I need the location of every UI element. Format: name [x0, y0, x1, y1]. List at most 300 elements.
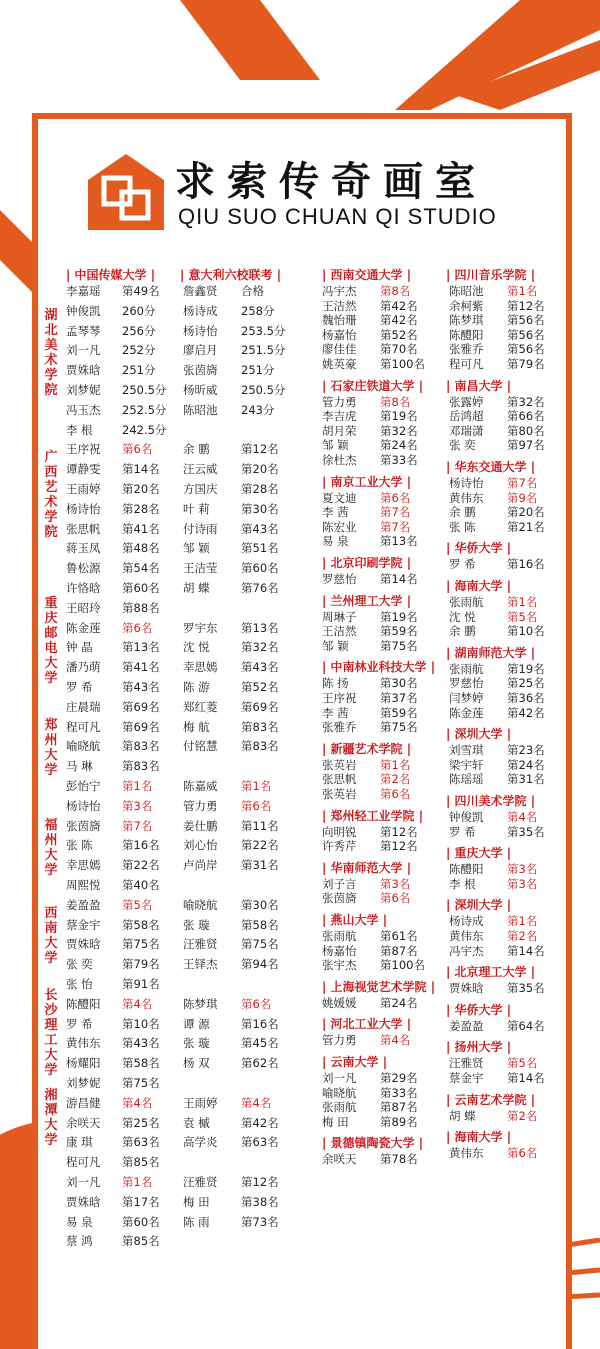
school-heading: | 北京理工大学 | [446, 965, 536, 980]
student-result: 第12名 [241, 442, 279, 457]
student-result: 第62名 [241, 1056, 279, 1071]
student-name: 马 琳 [66, 759, 93, 774]
student-result: 第29名 [380, 1071, 418, 1085]
student-name: 邓瑞潇 [449, 423, 484, 438]
studio-title-en: QIU SUO CHUAN QI STUDIO [178, 204, 497, 229]
student-result: 第12名 [380, 824, 418, 839]
student-result: 第6名 [380, 787, 411, 801]
school-heading: | 华南师范大学 | [322, 860, 412, 875]
student-name: 张雨航 [449, 661, 484, 676]
school-heading: | 重庆大学 | [446, 846, 512, 861]
student-result: 第60名 [122, 581, 160, 595]
student-name: 易 泉 [66, 1214, 93, 1229]
student-result: 第69名 [122, 699, 160, 714]
student-name: 陈醴阳 [66, 996, 101, 1011]
student-name: 程可凡 [66, 1155, 101, 1170]
student-result: 第16名 [122, 838, 160, 853]
student-result: 第97名 [507, 438, 545, 453]
student-result: 第85名 [122, 1234, 160, 1249]
student-name: 梅 田 [183, 1194, 210, 1209]
student-name: 张英岩 [322, 787, 357, 801]
student-result: 第1名 [122, 779, 153, 793]
student-result: 第6名 [380, 490, 411, 505]
student-result: 第33名 [380, 1085, 418, 1100]
student-name: 杨诗怡 [66, 501, 101, 516]
student-name: 蔡金宇 [449, 1071, 484, 1085]
student-name: 鲁松源 [66, 561, 101, 576]
student-name: 刘子言 [322, 876, 357, 891]
student-result: 第4名 [122, 1095, 153, 1110]
student-name: 潘乃萌 [66, 660, 101, 675]
student-result: 第22名 [241, 838, 279, 853]
student-result: 第42名 [380, 298, 418, 313]
student-result: 260分 [122, 303, 156, 318]
student-name: 张英岩 [322, 757, 357, 772]
student-name: 管力勇 [322, 394, 357, 409]
school-heading: | 四川音乐学院 | [446, 268, 536, 282]
student-result: 第80名 [507, 423, 545, 438]
student-name: 喻晓航 [183, 897, 218, 912]
student-name: 刘一凡 [66, 1175, 101, 1189]
student-result: 第7名 [507, 476, 538, 490]
student-result: 第79名 [122, 957, 160, 972]
school-heading: | 深圳大学 | [446, 727, 512, 742]
student-name: 罗 希 [449, 557, 476, 572]
student-result: 第42名 [380, 313, 418, 328]
school-heading: | 北京印刷学院 | [322, 556, 412, 570]
student-name: 杨诗怡 [449, 476, 484, 490]
school-heading: | 中国传媒大学 | [66, 268, 156, 282]
student-result: 第52名 [380, 327, 418, 342]
student-name: 余咲天 [66, 1115, 101, 1130]
student-name: 张雨航 [322, 1100, 357, 1115]
student-name: 陈梦琪 [183, 996, 218, 1011]
student-name: 张思帆 [322, 772, 357, 787]
student-result: 第75名 [380, 720, 418, 735]
student-name: 王序祝 [66, 442, 101, 457]
student-name: 张 璇 [183, 1036, 210, 1051]
student-name: 蔡 鸿 [66, 1234, 93, 1249]
student-result: 253.5分 [241, 323, 286, 338]
student-name: 杨诗怡 [183, 323, 218, 338]
student-name: 王雨婷 [183, 1095, 218, 1110]
student-name: 杨嘉怡 [322, 327, 357, 342]
student-name: 谭 源 [183, 1016, 210, 1031]
student-result: 第17名 [122, 1194, 160, 1209]
student-result: 第5名 [507, 1056, 538, 1071]
vertical-school-label: 郑州大学 [44, 718, 58, 778]
student-result: 第56名 [507, 342, 545, 357]
student-name: 邹 颖 [322, 438, 349, 453]
student-name: 姚英豪 [322, 357, 357, 371]
student-name: 刘心怡 [183, 838, 218, 853]
student-result: 第30名 [241, 897, 279, 912]
student-name: 胡 蝶 [449, 1108, 476, 1123]
student-result: 251分 [122, 363, 156, 378]
student-result: 第1名 [507, 595, 538, 609]
student-result: 第87名 [380, 943, 418, 958]
student-name: 谭静雯 [66, 462, 101, 477]
student-result: 第19名 [380, 409, 418, 424]
vertical-school-label: 湖北美术学院 [44, 308, 58, 398]
student-result: 第87名 [380, 1100, 418, 1115]
student-result: 第4名 [122, 996, 153, 1011]
student-name: 陈梦琪 [449, 313, 484, 328]
student-name: 张 璇 [183, 917, 210, 932]
student-name: 姜盈盈 [66, 897, 101, 912]
student-name: 张 怡 [66, 977, 93, 991]
student-name: 方国庆 [183, 482, 218, 496]
student-name: 陈昭池 [183, 402, 218, 417]
student-result: 第66名 [507, 409, 545, 424]
student-name: 魏怡珊 [322, 313, 357, 328]
student-name: 陈金莲 [449, 705, 484, 720]
student-name: 陈 扬 [322, 676, 349, 691]
student-result: 第4名 [380, 1033, 411, 1048]
student-result: 第63名 [122, 1135, 160, 1150]
student-result: 第19名 [507, 661, 545, 676]
student-result: 第2名 [507, 929, 538, 943]
student-name: 管力勇 [183, 798, 218, 813]
student-result: 第56名 [507, 313, 545, 328]
vertical-school-label: 长沙理工大学 [44, 988, 58, 1078]
school-heading: | 中南林业科技大学 | [322, 660, 436, 675]
studio-logo-icon [84, 150, 168, 234]
student-name: 罗 希 [449, 824, 476, 839]
student-result: 第83名 [241, 739, 279, 754]
student-result: 第13名 [380, 534, 418, 549]
student-name: 罗慈怡 [322, 572, 357, 586]
student-result: 第42名 [241, 1115, 279, 1130]
student-name: 李 茜 [322, 705, 349, 720]
student-result: 第56名 [507, 327, 545, 342]
student-name: 张思帆 [66, 521, 101, 536]
student-name: 钟俊凯 [449, 810, 484, 824]
school-heading: | 燕山大学 | [322, 913, 388, 927]
student-result: 第10名 [122, 1016, 160, 1031]
student-result: 第70名 [380, 342, 418, 357]
student-name: 汪雅贤 [183, 1175, 218, 1189]
student-result: 第83名 [122, 739, 160, 754]
student-result: 第35名 [507, 824, 545, 839]
student-result: 第94名 [241, 957, 279, 972]
student-result: 第20名 [122, 482, 160, 496]
student-name: 杨嘉怡 [322, 943, 357, 958]
student-name: 刘一凡 [66, 343, 101, 358]
student-name: 邹 颖 [183, 541, 210, 556]
school-heading: | 南昌大学 | [446, 378, 512, 393]
student-name: 王昭玲 [66, 600, 101, 615]
student-name: 高学炎 [183, 1135, 218, 1150]
student-name: 李吉虎 [322, 409, 357, 424]
student-name: 余柯紫 [449, 298, 484, 313]
student-result: 第10名 [507, 624, 545, 639]
student-result: 第76名 [241, 581, 279, 595]
student-name: 刘梦妮 [66, 1076, 101, 1090]
student-result: 第79名 [507, 357, 545, 371]
vertical-school-label: 湘潭大学 [44, 1088, 58, 1148]
student-result: 第2名 [380, 772, 411, 787]
student-result: 251分 [241, 363, 275, 378]
student-name: 张雨航 [322, 929, 357, 943]
student-name: 冯玉杰 [66, 402, 101, 417]
student-result: 第41名 [122, 521, 160, 536]
student-name: 詹鑫贤 [183, 284, 218, 298]
school-heading: | 西南交通大学 | [322, 268, 412, 282]
student-name: 叶 莉 [183, 501, 210, 516]
student-result: 第19名 [380, 609, 418, 624]
student-name: 陈瑶瑶 [449, 772, 484, 787]
student-name: 李 茜 [322, 505, 349, 520]
student-result: 第7名 [380, 519, 411, 534]
student-result: 第5名 [122, 897, 153, 912]
student-name: 余 鹏 [449, 505, 476, 520]
student-name: 胡 蝶 [183, 581, 210, 595]
school-heading: | 扬州大学 | [446, 1040, 512, 1055]
school-heading: | 上海视觉艺术学院 | [322, 979, 436, 994]
student-name: 罗 希 [66, 1016, 93, 1031]
student-name: 陈昭池 [449, 284, 484, 298]
student-result: 第43名 [241, 660, 279, 675]
student-name: 贾姝晗 [66, 937, 101, 952]
student-name: 卢尚岸 [183, 858, 218, 873]
student-result: 第7名 [380, 505, 411, 520]
student-name: 刘一凡 [322, 1071, 357, 1085]
student-result: 250.5分 [241, 383, 286, 397]
student-result: 第9名 [507, 490, 538, 505]
school-heading: | 南京工业大学 | [322, 474, 412, 489]
student-result: 第2名 [507, 1108, 538, 1123]
student-name: 贾姝晗 [449, 981, 484, 996]
student-name: 周熙悦 [66, 878, 101, 892]
student-name: 胡月荣 [322, 423, 357, 438]
school-heading: | 景德镇陶瓷大学 | [322, 1136, 424, 1151]
student-name: 黄伟东 [449, 929, 484, 943]
student-name: 汪雅贤 [449, 1056, 484, 1071]
student-result: 第6名 [241, 798, 272, 813]
student-result: 第20名 [507, 505, 545, 520]
student-result: 第14名 [507, 943, 545, 958]
student-name: 姚媛媛 [322, 995, 357, 1010]
school-heading: | 意大利六校联考 | [180, 268, 282, 282]
student-name: 张 奕 [449, 438, 476, 453]
vertical-school-label: 广西艺术学院 [44, 450, 58, 540]
student-name: 张茵旖 [66, 818, 101, 833]
student-result: 第69名 [122, 719, 160, 734]
student-name: 闫梦婷 [449, 691, 484, 705]
student-name: 管力勇 [322, 1033, 357, 1048]
student-name: 贾姝晗 [66, 1194, 101, 1209]
student-name: 汪云威 [183, 462, 218, 477]
student-name: 陈金莲 [66, 620, 101, 635]
student-result: 第60名 [241, 561, 279, 576]
student-result: 第63名 [241, 1135, 279, 1150]
student-name: 黄伟东 [66, 1036, 101, 1051]
student-name: 许恪晗 [66, 581, 101, 595]
student-result: 第69名 [241, 699, 279, 714]
student-result: 第3名 [380, 876, 411, 891]
student-name: 张雅乔 [322, 720, 357, 735]
student-result: 第59名 [380, 705, 418, 720]
student-result: 第64名 [507, 1018, 545, 1033]
student-name: 张 奕 [66, 957, 93, 972]
student-name: 王洁然 [322, 298, 357, 313]
student-result: 第6名 [122, 442, 153, 457]
student-name: 张露婷 [449, 394, 484, 409]
student-result: 第48名 [122, 541, 160, 556]
school-heading: | 云南艺术学院 | [446, 1092, 536, 1107]
student-result: 第49名 [122, 284, 160, 298]
student-name: 许秀芹 [322, 839, 357, 854]
student-result: 第25名 [122, 1115, 160, 1130]
student-name: 梁宇轩 [449, 757, 484, 772]
student-name: 余 鹏 [449, 624, 476, 639]
student-result: 第3名 [507, 862, 538, 877]
student-name: 刘梦妮 [66, 383, 101, 397]
student-result: 第32名 [380, 423, 418, 438]
student-name: 廖启月 [183, 343, 218, 358]
student-result: 第6名 [241, 996, 272, 1011]
student-result: 第6名 [122, 620, 153, 635]
student-name: 罗 希 [66, 680, 93, 694]
student-result: 第3名 [507, 876, 538, 891]
student-result: 第85名 [122, 1155, 160, 1170]
student-name: 陈 雨 [183, 1214, 210, 1229]
school-heading: | 河北工业大学 | [322, 1017, 412, 1032]
student-result: 第91名 [122, 977, 160, 991]
student-result: 256分 [122, 323, 156, 338]
student-name: 张茵旖 [322, 891, 357, 906]
student-result: 第31名 [507, 772, 545, 787]
student-name: 贾姝晗 [66, 363, 101, 378]
student-name: 喻晓航 [322, 1085, 357, 1100]
student-name: 蒋玉凤 [66, 541, 101, 556]
student-name: 张 陈 [449, 519, 476, 534]
student-name: 刘雪琪 [449, 743, 484, 758]
student-result: 第14名 [507, 1071, 545, 1085]
student-result: 第16名 [241, 1016, 279, 1031]
student-result: 第24名 [380, 995, 418, 1010]
student-result: 第58名 [122, 917, 160, 932]
student-result: 第45名 [241, 1036, 279, 1051]
student-result: 第8名 [380, 284, 411, 298]
student-name: 徐杜杰 [322, 453, 357, 467]
student-name: 张宇杰 [322, 958, 357, 973]
studio-title-cn: 求索传奇画室 [175, 158, 487, 205]
student-result: 第12名 [380, 839, 418, 854]
student-result: 第30名 [380, 676, 418, 691]
student-result: 252分 [122, 343, 156, 358]
student-name: 钟俊凯 [66, 303, 101, 318]
student-result: 第25名 [507, 676, 545, 691]
student-result: 第75名 [380, 638, 418, 653]
student-result: 第43名 [122, 1036, 160, 1051]
student-name: 周琳子 [322, 609, 357, 624]
vertical-school-label: 重庆邮电大学 [44, 596, 58, 686]
school-heading: | 云南大学 | [322, 1055, 388, 1069]
student-result: 258分 [241, 303, 275, 318]
student-name: 王雨婷 [66, 482, 101, 496]
student-name: 陈醴阳 [449, 327, 484, 342]
student-result: 第5名 [507, 609, 538, 624]
student-name: 罗宇东 [183, 620, 218, 635]
student-result: 第41名 [122, 660, 160, 675]
student-result: 第28名 [241, 482, 279, 496]
student-result: 第88名 [122, 600, 160, 615]
student-name: 杨诗成 [183, 303, 218, 318]
student-name: 郑红菱 [183, 699, 218, 714]
student-name: 付铭慧 [183, 739, 218, 754]
student-result: 合格 [241, 284, 264, 298]
student-result: 第12名 [241, 1175, 279, 1189]
student-name: 陈醴阳 [449, 862, 484, 877]
student-result: 第20名 [241, 462, 279, 477]
school-heading: | 兰州理工大学 | [322, 593, 412, 608]
student-result: 第36名 [507, 691, 545, 705]
student-result: 第43名 [241, 521, 279, 536]
student-result: 第59名 [380, 624, 418, 639]
student-result: 第28名 [122, 501, 160, 516]
student-name: 王洁然 [322, 624, 357, 639]
student-name: 王铎杰 [183, 957, 218, 972]
student-name: 夏文迪 [322, 490, 357, 505]
student-result: 第37名 [380, 691, 418, 705]
student-name: 王洁莹 [183, 561, 218, 576]
student-result: 第73名 [241, 1214, 279, 1229]
student-name: 蔡金宇 [66, 917, 101, 932]
school-heading: | 四川美术学院 | [446, 794, 536, 808]
student-name: 庄晨瑞 [66, 699, 101, 714]
student-name: 程可凡 [449, 357, 484, 371]
student-name: 杨诗怡 [66, 798, 101, 813]
student-result: 第51名 [241, 541, 279, 556]
student-name: 邹 颖 [322, 638, 349, 653]
vertical-school-label: 福州大学 [44, 818, 58, 878]
student-result: 第23名 [507, 743, 545, 758]
student-name: 王序祝 [322, 691, 357, 705]
student-result: 第58名 [241, 917, 279, 932]
student-name: 罗慈怡 [449, 676, 484, 691]
student-result: 第32名 [241, 640, 279, 655]
student-result: 第75名 [122, 937, 160, 952]
student-result: 第78名 [380, 1152, 418, 1167]
school-heading: | 海南大学 | [446, 1130, 512, 1145]
student-result: 第16名 [507, 557, 545, 572]
student-result: 第6名 [507, 1146, 538, 1161]
student-result: 第8名 [380, 394, 411, 409]
student-result: 250.5分 [122, 383, 167, 397]
student-name: 汪雅贤 [183, 937, 218, 952]
student-name: 姜仕鹏 [183, 818, 218, 833]
student-result: 242.5分 [122, 422, 167, 437]
student-name: 杨昕威 [183, 383, 218, 397]
student-result: 第24名 [507, 757, 545, 772]
school-heading: | 华侨大学 | [446, 1002, 512, 1017]
student-name: 姜盈盈 [449, 1018, 484, 1033]
student-name: 余 鹏 [183, 442, 210, 457]
student-name: 彭怡宁 [66, 779, 101, 793]
student-name: 李 根 [66, 422, 93, 437]
student-name: 向明锐 [322, 824, 357, 839]
student-result: 第31名 [241, 858, 279, 873]
student-result: 第32名 [507, 394, 545, 409]
student-result: 252.5分 [122, 402, 167, 417]
student-result: 251.5分 [241, 343, 286, 358]
student-result: 第1名 [241, 779, 272, 793]
student-name: 黄伟东 [449, 490, 484, 505]
student-result: 第61名 [380, 929, 418, 943]
student-name: 张 陈 [66, 838, 93, 853]
